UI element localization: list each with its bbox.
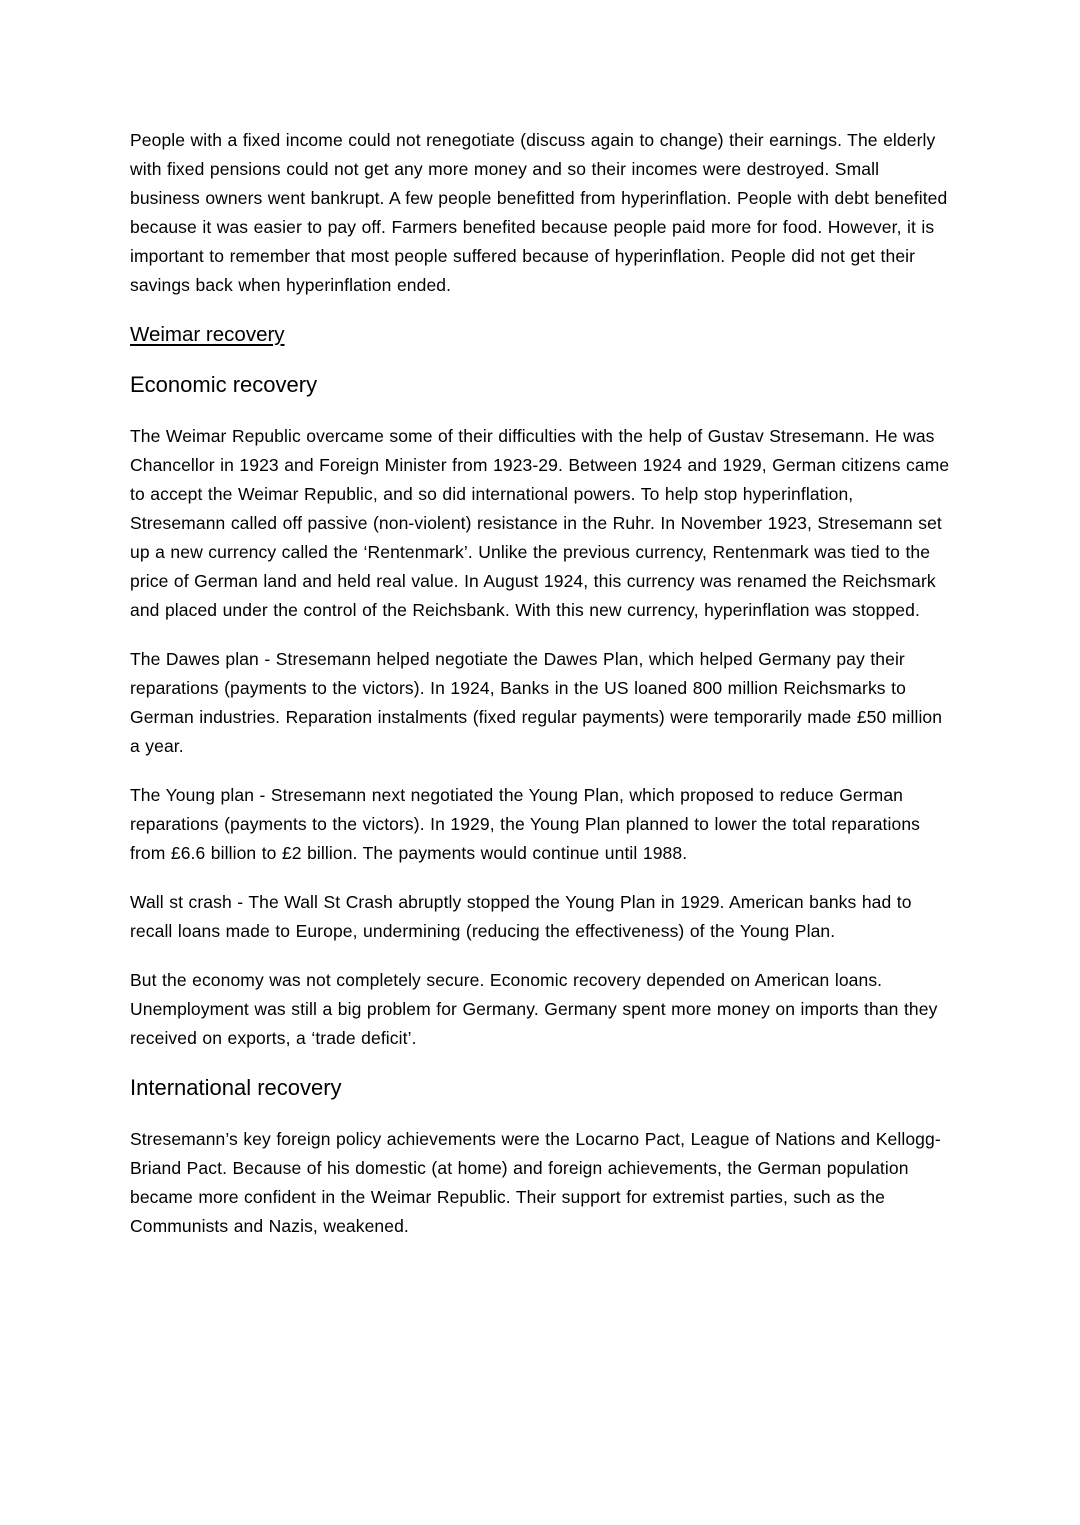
paragraph-economy-not-secure: But the economy was not completely secure. Economic recovery depended on American loans. Unemployment was still a big problem for Germany. Germany spent more money on imports than they received on exports, a ‘trade deficit’. [130, 970, 938, 1048]
paragraph-hyperinflation-effects: People with a fixed income could not renegotiate (discuss again to change) their earnings. The elderly with fixed pensions could not get any more money and so their incomes were destroyed. Small business owners went bankrupt. A few people benefitted from hyperinflation. People with debt benefited because it was easier to pay off. Farmers benefited because people paid more for food. However, it is important to remember that most people suffered because of hyperinflation. People did not get their savings back when hyperinflation ended. [130, 130, 948, 295]
subheading-international-recovery: International recovery [130, 1075, 342, 1100]
paragraph-dawes-plan: The Dawes plan - Stresemann helped negotiate the Dawes Plan, which helped Germany pay their reparations (payments to the victors). In 1924, Banks in the US loaned 800 million Reichsmarks to German industries. Reparation instalments (fixed regular payments) were temporarily made £50 million a year. [130, 649, 943, 756]
document-content [130, 126, 952, 1241]
heading-weimar-recovery: Weimar recovery [130, 323, 285, 346]
paragraph-economic-recovery: The Weimar Republic overcame some of their difficulties with the help of Gustav Stresemann. He was Chancellor in 1923 and Foreign Minister from 1923-29. Between 1924 and 1929, German citizens came to accept the Weimar Republic, and so did international powers. To help stop hyperinflation, Stresemann called off passive (non-violent) resistance in the Ruhr. In November 1923, Stresemann set up a new currency called the ‘Rentenmark’. Unlike the previous currency, Rentenmark was tied to the price of German land and held real value. In August 1924, this currency was renamed the Reichsmark and placed under the control of the Reichsbank. With this new currency, hyperinflation was stopped. [130, 426, 950, 620]
subheading-economic-recovery: Economic recovery [130, 372, 318, 397]
paragraph-international-recovery: Stresemann’s key foreign policy achievements were the Locarno Pact, League of Nations and Kellogg-Briand Pact. Because of his domestic (at home) and foreign achievements, the German population became more confident in the Weimar Republic. Their support for extremist parties, such as the Communists and Nazis, weakened. [130, 1129, 941, 1236]
paragraph-wall-st-crash: Wall st crash - The Wall St Crash abruptly stopped the Young Plan in 1929. American banks had to recall loans made to Europe, undermining (reducing the effectiveness) of the Young Plan. [130, 892, 912, 941]
paragraph-young-plan: The Young plan - Stresemann next negotiated the Young Plan, which proposed to reduce German reparations (payments to the victors). In 1929, the Young Plan planned to lower the total reparations from £6.6 billion to £2 billion. The payments would continue until 1988. [130, 785, 921, 863]
